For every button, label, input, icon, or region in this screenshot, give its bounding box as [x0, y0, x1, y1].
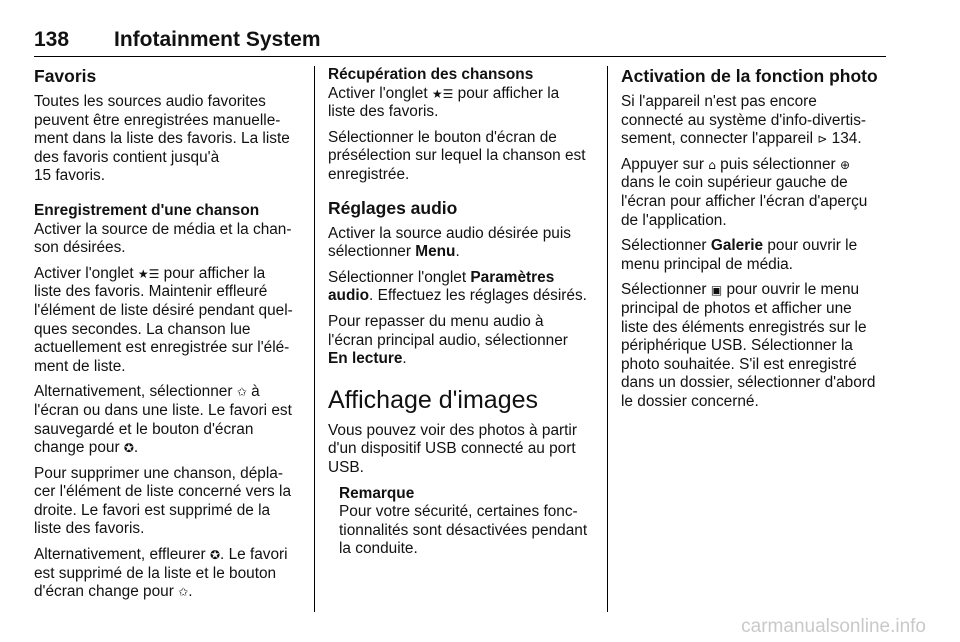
column-divider [607, 66, 608, 612]
favorites-list-icon: ★☰ [431, 86, 454, 101]
star-filled-icon: ✪ [209, 548, 221, 563]
page-reference-icon: ⊳ [817, 132, 828, 147]
paragraph: Alternativement, effleurer ✪. Le favori est supprimé de la liste et le bouton d'écran change pour ✩. [34, 546, 288, 601]
paragraph: Activer l'onglet ★☰ pour afficher la liste des favoris. [328, 84, 560, 121]
star-outline-icon: ✩ [236, 385, 247, 400]
chapter-heading-affichage: Affichage d'images [328, 385, 538, 414]
chapter-title: Infotainment System [114, 28, 321, 51]
column-3 [621, 66, 888, 419]
paragraph: Pour repasser du menu audio à l'écran principal audio, sélectionner En lecture. [328, 312, 568, 368]
paragraph: Alternativement, sélectionner ✩ à l'écran ou dans une liste. Le favori est sauvegardé et le bouton d'écran change pour ✪. [34, 383, 292, 457]
favorites-list-icon: ★☰ [137, 266, 160, 281]
page-number: 138 [34, 28, 70, 51]
column-1 [34, 66, 302, 609]
paragraph: Activer la source audio désirée puis sélectionner Menu. [328, 224, 571, 261]
home-icon: ⌂ [708, 157, 716, 172]
section-heading-reglages: Réglages audio [328, 197, 458, 218]
paragraph: Sélectionner ▣ pour ouvrir le menu principal de photos et afficher une liste des éléments enregistrés sur le périphérique USB. Sélectionner la photo souhaitée. S'il est enregistré dans un dossier, sélectionner d'abord le dossier concerné. [621, 281, 876, 410]
photo-icon: ▣ [710, 283, 723, 298]
section-heading-favoris: Favoris [34, 66, 97, 86]
star-outline-icon: ✩ [178, 585, 189, 600]
page-header [34, 26, 886, 57]
paragraph: Sélectionner Galerie pour ouvrir le menu principal de média. [621, 237, 858, 273]
paragraph: Sélectionner le bouton d'écran de présélection sur lequel la chanson est enregistrée. [328, 128, 586, 183]
apps-grid-icon: ⊕ [839, 157, 851, 172]
paragraph: Sélectionner l'onglet Paramètres audio. Effectuez les réglages désirés. [328, 268, 587, 305]
paragraph: Activer l'onglet ★☰ pour afficher la liste des favoris. Maintenir effleuré l'élément de liste désiré pendant quel- ques secondes. La chanson lue actuellement est enregistrée sur l'élé- ment de liste. [34, 264, 293, 375]
note-box [339, 485, 594, 559]
paragraph: Si l'appareil n'est pas encore connecté au système d'info-divertis- sement, connecter l'appareil ⊳ 134. [621, 93, 867, 148]
subheading-enregistrement: Enregistrement d'une chanson [34, 201, 260, 219]
watermark: carmanualsonline.info [741, 616, 926, 637]
paragraph: Appuyer sur ⌂ puis sélectionner ⊕ dans le coin supérieur gauche de l'écran pour afficher l'écran d'aperçu de l'application. [621, 155, 868, 229]
paragraph: Vous pouvez voir des photos à partir d'un dispositif USB connecté au port USB. [328, 421, 577, 476]
column-divider [314, 66, 315, 612]
note-text: Pour votre sécurité, certaines fonc- tionnalités sont désactivées pendant la conduite. [339, 503, 588, 558]
section-heading-photo: Activation de la fonction photo [621, 66, 878, 86]
star-filled-icon: ✪ [123, 441, 134, 456]
subheading-recuperation: Récupération des chansons [328, 66, 534, 83]
paragraph: Activer la source de média et la chan- son désirées. [34, 220, 292, 257]
column-2 [328, 66, 594, 559]
paragraph: Pour supprimer une chanson, dépla- cer l'élément de liste concerné vers la droite. Le favori est supprimé de la liste des favoris. [34, 464, 292, 538]
paragraph: Toutes les sources audio favorites peuvent être enregistrées manuelle- ment dans la liste des favoris. La liste des favoris contient jusqu'à 15 favoris. [34, 93, 290, 185]
note-title: Remarque [339, 484, 415, 502]
